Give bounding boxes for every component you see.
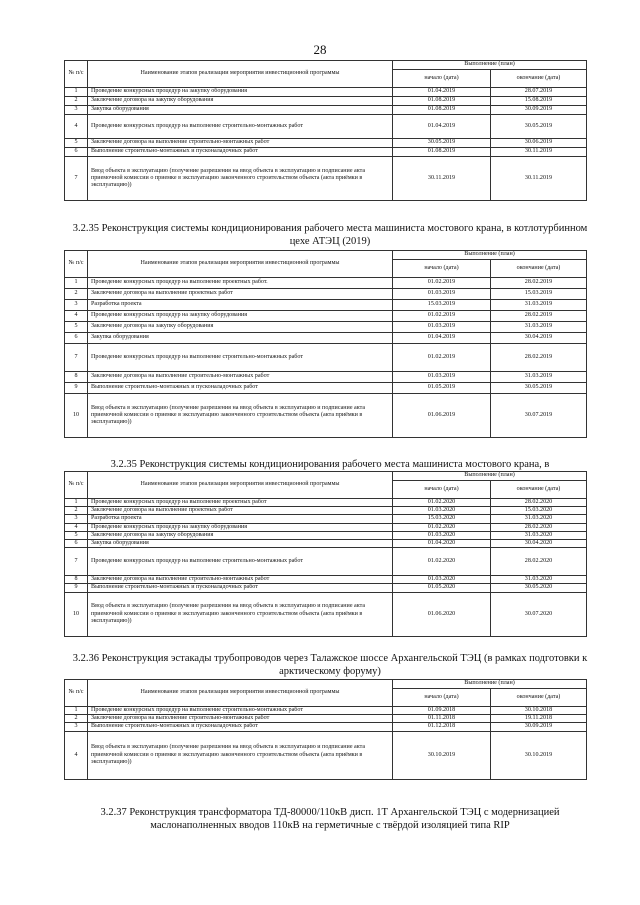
table-row: [65, 289, 587, 300]
table-row: [65, 278, 587, 289]
row-end-date: 30.09.2019: [491, 106, 587, 115]
header-stage-name: Наименование этапов реализации мероприятия инвестиционной программы: [88, 680, 393, 707]
row-stage-name: Выполнение строительно-монтажных и пусконаладочных работ: [88, 723, 393, 731]
row-end-date: 30.11.2019: [491, 157, 587, 201]
table-row: [65, 97, 587, 106]
row-start-date: 01.04.2020: [393, 540, 491, 548]
row-stage-name: Ввод объекта в эксплуатацию (получение разрешения на ввод объекта в эксплуатацию и подписание акта приемочной комиссии о приемке в эксплуатацию законченного строительством объекта (акта приёмки в эксплуатацию)): [88, 157, 393, 201]
row-end-date: 31.03.2019: [491, 300, 587, 311]
table-row: [65, 515, 587, 523]
table-row: [65, 507, 587, 515]
row-num: 8: [65, 576, 88, 584]
row-end-date: 31.03.2019: [491, 322, 587, 333]
table-row: [65, 576, 587, 584]
row-start-date: 01.02.2019: [393, 344, 491, 372]
row-end-date: 15.03.2020: [491, 507, 587, 515]
table-row: [65, 707, 587, 715]
row-stage-name: Проведение конкурсных процедур на закупку оборудования: [88, 523, 393, 531]
row-start-date: 01.03.2019: [393, 322, 491, 333]
row-end-date: 15.08.2019: [491, 97, 587, 106]
table-row: [65, 157, 587, 201]
row-start-date: 01.05.2019: [393, 383, 491, 394]
row-start-date: 30.11.2019: [393, 157, 491, 201]
header-stage-name: Наименование этапов реализации мероприятия инвестиционной программы: [88, 251, 393, 278]
row-start-date: 01.02.2020: [393, 523, 491, 531]
table-row: [65, 584, 587, 592]
row-stage-name: Выполнение строительно-монтажных и пусконаладочных работ: [88, 584, 393, 592]
row-num: 10: [65, 394, 88, 438]
row-num: 10: [65, 592, 88, 636]
row-stage-name: Ввод объекта в эксплуатацию (получение разрешения на ввод объекта в эксплуатацию и подписание акта приемочной комиссии о приемке в эксплуатацию законченного строительством объекта (акта приёмки в эксплуатацию)): [88, 592, 393, 636]
row-start-date: 15.03.2019: [393, 300, 491, 311]
table-row: [65, 715, 587, 723]
row-end-date: 30.05.2020: [491, 584, 587, 592]
row-stage-name: Закупка оборудования: [88, 333, 393, 344]
schedule-table-1: [64, 60, 587, 201]
header-execution: Выполнение (план): [393, 472, 587, 481]
table-row: [65, 723, 587, 731]
row-start-date: 01.03.2020: [393, 507, 491, 515]
row-start-date: 01.08.2019: [393, 106, 491, 115]
row-stage-name: Проведение конкурсных процедур на закупку оборудования: [88, 311, 393, 322]
row-num: 1: [65, 499, 88, 507]
row-start-date: 15.03.2020: [393, 515, 491, 523]
row-num: 1: [65, 707, 88, 715]
row-start-date: 01.06.2020: [393, 592, 491, 636]
row-stage-name: Закупка оборудования: [88, 106, 393, 115]
row-stage-name: Заключение договора на выполнение проектных работ: [88, 507, 393, 515]
table-row: [65, 300, 587, 311]
header-num: № п/с: [65, 680, 88, 707]
row-end-date: 30.10.2019: [491, 731, 587, 779]
row-end-date: 31.03.2020: [491, 576, 587, 584]
row-start-date: 30.05.2019: [393, 139, 491, 148]
row-stage-name: Заключение договора на выполнение строительно-монтажных работ: [88, 372, 393, 383]
row-start-date: 01.08.2019: [393, 97, 491, 106]
row-start-date: 01.02.2020: [393, 499, 491, 507]
row-num: 1: [65, 278, 88, 289]
row-stage-name: Проведение конкурсных процедур на закупку оборудования: [88, 88, 393, 97]
row-stage-name: Заключение договора на закупку оборудования: [88, 97, 393, 106]
row-end-date: 30.05.2019: [491, 383, 587, 394]
row-start-date: 01.09.2018: [393, 707, 491, 715]
row-stage-name: Проведение конкурсных процедур на выполнение проектных работ: [88, 499, 393, 507]
table-row: [65, 88, 587, 97]
header-start: начало (дата): [393, 481, 491, 499]
row-num: 7: [65, 548, 88, 576]
row-num: 6: [65, 540, 88, 548]
header-num: № п/с: [65, 472, 88, 499]
row-stage-name: Заключение договора на выполнение строительно-монтажных работ: [88, 576, 393, 584]
row-start-date: 01.02.2019: [393, 278, 491, 289]
table-row: [65, 523, 587, 531]
table-row: [65, 540, 587, 548]
table-row: [65, 372, 587, 383]
row-stage-name: Ввод объекта в эксплуатацию (получение разрешения на ввод объекта в эксплуатацию и подписание акта приемочной комиссии о приемке в эксплуатацию законченного строительством объекта (акта приёмки в эксплуатацию)): [88, 731, 393, 779]
header-execution: Выполнение (план): [393, 680, 587, 689]
row-stage-name: Проведение конкурсных процедур на выполнение строительно-монтажных работ: [88, 344, 393, 372]
row-stage-name: Закупка оборудования: [88, 540, 393, 548]
row-end-date: 15.03.2019: [491, 289, 587, 300]
row-stage-name: Заключение договора на выполнение строительно-монтажных работ: [88, 139, 393, 148]
row-end-date: 30.07.2019: [491, 394, 587, 438]
section-heading-3-2-35-2020: 3.2.35 Реконструкция системы кондиционирования рабочего места машиниста мостового крана, в: [110, 459, 550, 470]
row-end-date: 31.03.2019: [491, 372, 587, 383]
row-num: 5: [65, 531, 88, 539]
row-end-date: 30.04.2020: [491, 540, 587, 548]
row-num: 1: [65, 88, 88, 97]
row-end-date: 28.02.2019: [491, 311, 587, 322]
table-row: [65, 115, 587, 139]
row-num: 4: [65, 731, 88, 779]
section-heading-3-2-37: 3.2.37 Реконструкция трансформатора ТД-80000/110кВ дисп. 1Т Архангельской ТЭЦ с модернизацией маслонаполненных вводов 110кВ на герметичные с твёрдой изоляцией типа RIP: [100, 807, 560, 831]
row-num: 4: [65, 311, 88, 322]
row-num: 5: [65, 322, 88, 333]
row-end-date: 28.02.2020: [491, 499, 587, 507]
row-num: 5: [65, 139, 88, 148]
row-end-date: 28.02.2020: [491, 548, 587, 576]
header-stage-name: Наименование этапов реализации мероприятия инвестиционной программы: [88, 472, 393, 499]
row-stage-name: Проведение конкурсных процедур на выполнение строительно-монтажных работ: [88, 115, 393, 139]
row-stage-name: Выполнение строительно-монтажных и пусконаладочных работ: [88, 383, 393, 394]
schedule-table-4: [64, 679, 587, 780]
header-start: начало (дата): [393, 689, 491, 707]
row-num: 9: [65, 383, 88, 394]
row-start-date: 01.08.2019: [393, 148, 491, 157]
row-end-date: 30.09.2019: [491, 723, 587, 731]
table-row: [65, 592, 587, 636]
row-end-date: 30.06.2019: [491, 139, 587, 148]
row-end-date: 30.04.2019: [491, 333, 587, 344]
page-number: 28: [313, 42, 327, 57]
row-end-date: 28.02.2019: [491, 344, 587, 372]
row-num: 6: [65, 148, 88, 157]
row-start-date: 01.04.2019: [393, 115, 491, 139]
table-row: [65, 139, 587, 148]
row-end-date: 30.11.2019: [491, 148, 587, 157]
row-start-date: 01.12.2018: [393, 723, 491, 731]
row-num: 2: [65, 97, 88, 106]
row-start-date: 01.05.2020: [393, 584, 491, 592]
row-num: 3: [65, 106, 88, 115]
row-stage-name: Заключение договора на выполнение проектных работ: [88, 289, 393, 300]
row-end-date: 28.07.2019: [491, 88, 587, 97]
table-row: [65, 322, 587, 333]
header-end: окончание (дата): [491, 689, 587, 707]
row-start-date: 01.03.2019: [393, 289, 491, 300]
row-start-date: 01.04.2019: [393, 88, 491, 97]
row-num: 6: [65, 333, 88, 344]
table-row: [65, 383, 587, 394]
table-row: [65, 499, 587, 507]
row-stage-name: Ввод объекта в эксплуатацию (получение разрешения на ввод объекта в эксплуатацию и подписание акта приемочной комиссии о приемке в эксплуатацию законченного строительством объекта (акта приёмки в эксплуатацию)): [88, 394, 393, 438]
row-stage-name: Разработка проекта: [88, 515, 393, 523]
row-start-date: 01.04.2019: [393, 333, 491, 344]
table-row: [65, 731, 587, 779]
section-heading-3-2-36: 3.2.36 Реконструкция эстакады трубопроводов через Талажское шоссе Архангельской ТЭЦ (в рамках подготовки к арктическому форуму): [72, 653, 588, 677]
header-end: окончание (дата): [491, 260, 587, 278]
row-end-date: 30.10.2018: [491, 707, 587, 715]
section-heading-3-2-35-2019: 3.2.35 Реконструкция системы кондиционирования рабочего места машиниста мостового крана, в котлотурбинном цехе АТЭЦ (2019): [72, 223, 588, 247]
row-num: 3: [65, 300, 88, 311]
row-end-date: 30.07.2020: [491, 592, 587, 636]
row-start-date: 01.03.2020: [393, 576, 491, 584]
row-start-date: 30.10.2019: [393, 731, 491, 779]
table-row: [65, 548, 587, 576]
row-stage-name: Проведение конкурсных процедур на выполнение проектных работ.: [88, 278, 393, 289]
row-end-date: 31.03.2020: [491, 515, 587, 523]
header-num: № п/с: [65, 251, 88, 278]
row-stage-name: Проведение конкурсных процедур на выполнение строительно-монтажных работ: [88, 707, 393, 715]
header-start: начало (дата): [393, 70, 491, 88]
header-end: окончание (дата): [491, 70, 587, 88]
row-stage-name: Проведение конкурсных процедур на выполнение строительно-монтажных работ: [88, 548, 393, 576]
table-row: [65, 531, 587, 539]
row-stage-name: Заключение договора на закупку оборудования: [88, 531, 393, 539]
row-num: 2: [65, 507, 88, 515]
table-row: [65, 311, 587, 322]
row-start-date: 01.03.2020: [393, 531, 491, 539]
row-stage-name: Заключение договора на выполнение строительно-монтажных работ: [88, 715, 393, 723]
row-stage-name: Заключение договора на закупку оборудования: [88, 322, 393, 333]
header-end: окончание (дата): [491, 481, 587, 499]
header-num: № п/с: [65, 61, 88, 88]
row-start-date: 01.02.2019: [393, 311, 491, 322]
row-num: 3: [65, 515, 88, 523]
header-execution: Выполнение (план): [393, 61, 587, 70]
row-stage-name: Разработка проекта: [88, 300, 393, 311]
row-num: 7: [65, 157, 88, 201]
row-start-date: 01.11.2018: [393, 715, 491, 723]
row-num: 4: [65, 115, 88, 139]
row-num: 3: [65, 723, 88, 731]
table-row: [65, 333, 587, 344]
row-num: 2: [65, 715, 88, 723]
schedule-table-3: [64, 471, 587, 637]
table-row: [65, 106, 587, 115]
row-num: 2: [65, 289, 88, 300]
table-row: [65, 148, 587, 157]
row-start-date: 01.03.2019: [393, 372, 491, 383]
header-stage-name: Наименование этапов реализации мероприятия инвестиционной программы: [88, 61, 393, 88]
row-num: 7: [65, 344, 88, 372]
header-start: начало (дата): [393, 260, 491, 278]
row-num: 4: [65, 523, 88, 531]
schedule-table-2: [64, 250, 587, 438]
table-row: [65, 394, 587, 438]
row-end-date: 19.11.2018: [491, 715, 587, 723]
row-num: 8: [65, 372, 88, 383]
row-start-date: 01.06.2019: [393, 394, 491, 438]
header-execution: Выполнение (план): [393, 251, 587, 260]
row-end-date: 31.03.2020: [491, 531, 587, 539]
row-end-date: 30.05.2019: [491, 115, 587, 139]
row-start-date: 01.02.2020: [393, 548, 491, 576]
table-row: [65, 344, 587, 372]
row-end-date: 28.02.2019: [491, 278, 587, 289]
row-end-date: 28.02.2020: [491, 523, 587, 531]
row-stage-name: Выполнение строительно-монтажных и пусконаладочных работ: [88, 148, 393, 157]
row-num: 9: [65, 584, 88, 592]
